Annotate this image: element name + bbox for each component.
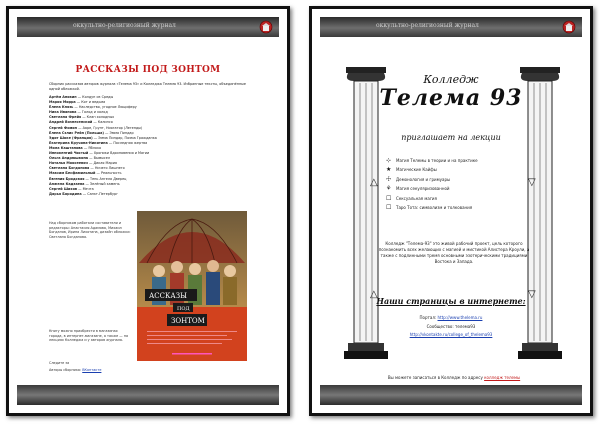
author-story: — Ааре, Грунт, Ниогатор (Легенды) xyxy=(78,125,143,130)
author-story: — Колдун из Среды xyxy=(77,95,114,99)
author-story: — Голод и холод xyxy=(77,110,108,115)
contact-portal-label: Портал: xyxy=(419,315,437,320)
contact-community-row xyxy=(352,324,550,329)
author-story: — Санкт-Петербург xyxy=(82,191,118,196)
community-name: телема93 xyxy=(454,324,476,329)
authors-list xyxy=(49,95,259,197)
lecture-title: Таро Тота: символизм и толкования xyxy=(396,205,473,211)
enroll-note xyxy=(372,375,536,381)
author-name: Сергей Фомин xyxy=(49,125,78,130)
author-name: Мария Мирра xyxy=(49,100,76,105)
lecture-title: Магические Кайфы xyxy=(396,167,437,173)
intro-paragraph: Сборник рассказов авторов журнала «Телема 93» и Колледжа Телема 93. Избранные тексты, объединённые одной обложкой. xyxy=(49,82,246,91)
author-story: — Ничего Лишнего xyxy=(90,166,125,171)
caption-link-row xyxy=(49,368,101,372)
thelema-title: Телема 93 xyxy=(379,85,523,111)
lecture-bullet-icon: ☩ xyxy=(386,175,392,183)
column-frame-icon xyxy=(342,67,564,367)
book-cover-image xyxy=(137,211,247,361)
author-story: — Мечта xyxy=(78,186,94,191)
fire-triangle-icon: △ xyxy=(370,177,378,188)
author-story: — Зелёный камень xyxy=(85,181,120,186)
author-name: Дарья Бородина xyxy=(49,191,82,196)
lecture-bullet-icon: ⊹ xyxy=(386,157,392,164)
portal-link[interactable]: http://www.thelema.ru xyxy=(437,315,483,320)
author-name: Елена Князь xyxy=(49,105,74,110)
lectures-list xyxy=(386,156,536,212)
publication-note: Над сборником работали составители и редакторы: Анастасия Адамова, Михаил Богданов, Ирина Лихотина, дизайн обложки: Светлана Богданова. xyxy=(49,221,131,239)
college-label: Колледж xyxy=(423,73,479,86)
caption-paragraph: Книгу можно приобрести в магазинах города, в интернет-магазине, а также — на лекциях Колледжа и у авторов журнала. xyxy=(49,329,129,343)
vk-college-link[interactable]: http://vkontakte.ru/college_of_thelema93 xyxy=(409,332,493,337)
lecture-title: Демонология и гримуары xyxy=(396,176,451,182)
lecture-bullet-icon: ☐ xyxy=(386,194,392,202)
author-name: Иннокентий Чистый xyxy=(49,151,89,156)
lecture-item xyxy=(386,203,536,212)
author-name: Сергей Шихов xyxy=(49,186,78,191)
lecture-item xyxy=(386,184,536,193)
contact-portal-row xyxy=(352,315,550,320)
author-story: — Последняя жертва xyxy=(108,140,148,145)
author-name: Светлана Фрейя xyxy=(49,115,82,120)
author-story: — Эмма Пиндар, Поэма Гражданка xyxy=(93,135,157,140)
contact-vk-row xyxy=(352,332,550,337)
author-name: Ника Иванова xyxy=(49,110,77,115)
lecture-title: Магия Телемы в теории и на практике xyxy=(396,158,478,163)
journal-logo-icon xyxy=(259,20,273,34)
author-name: Андрей Вознесенский xyxy=(49,120,93,125)
author-story: — Хроники Вдохновения и Магии xyxy=(89,151,150,156)
enroll-text: Вы можете записаться в Колледж по адресу xyxy=(387,375,485,380)
book-cover-word-3: ЗОНТОМ xyxy=(171,317,205,325)
author-name: Наталья Моисеевич xyxy=(49,161,88,166)
author-name: Максим Бесфамильный xyxy=(49,171,96,176)
journal-logo-icon xyxy=(562,20,576,34)
lecture-bullet-icon: ★ xyxy=(386,166,392,174)
caption-link-prefix: Авторы сборника: xyxy=(49,368,83,372)
enroll-link[interactable]: колледж телемы xyxy=(484,375,521,380)
contact-community-label: Сообщество: xyxy=(426,324,454,329)
lecture-item xyxy=(386,194,536,203)
lecture-title: Магия секуляризованной xyxy=(396,186,450,192)
author-name: Евгения Бродская xyxy=(49,176,85,181)
air-triangle-icon: △ xyxy=(370,289,378,300)
author-name: Анжела Кадзаева xyxy=(49,181,85,186)
right-footer-bar xyxy=(320,385,582,405)
author-story: — Дикая Мария xyxy=(88,161,117,166)
water-triangle-icon: ▽ xyxy=(528,177,536,188)
author-story: — Тень Ангела Дверец xyxy=(85,176,127,181)
author-name: Елена Сэлис Рейн (Польша) xyxy=(49,130,104,135)
left-footer-bar xyxy=(17,385,279,405)
author-line xyxy=(49,192,259,197)
page-title: РАССКАЗЫ ПОД ЗОНТОМ xyxy=(75,65,221,75)
invites-subtitle: приглашает на лекции xyxy=(401,133,501,142)
right-header-title: оккультно-религиозный журнал xyxy=(376,22,479,29)
book-cover-word-1: АССКАЗЫ xyxy=(149,292,187,300)
author-story: — Клан холодных xyxy=(82,115,115,120)
lecture-item xyxy=(386,156,536,165)
author-name: Артём Аникин xyxy=(49,95,77,99)
online-heading: Наши страницы в интернете: xyxy=(376,296,526,306)
author-name: Ольга Андрюшкина xyxy=(49,156,89,161)
vk-link[interactable]: ВКонтакте xyxy=(82,368,102,372)
right-header-bar xyxy=(320,17,582,37)
lecture-title: Сексуальная магия xyxy=(396,195,437,201)
earth-triangle-icon: ▽ xyxy=(528,289,536,300)
right-page xyxy=(309,6,593,416)
left-page xyxy=(6,6,290,416)
book-cover-word-2: ПОД xyxy=(177,306,190,312)
author-story: — Яблоко xyxy=(83,145,102,150)
author-story: — Кот и ведьма xyxy=(76,100,106,105)
author-story: — Наследство, угодное Люциферу xyxy=(74,105,137,110)
lecture-bullet-icon: ☐ xyxy=(386,204,392,212)
caption-sign: Следите за xyxy=(49,361,70,365)
author-story: — Калипсо xyxy=(93,120,113,125)
lecture-bullet-icon: ⚘ xyxy=(386,185,392,193)
lecture-item xyxy=(386,165,536,174)
author-name: Екатерина Кручина-Никитина xyxy=(49,140,108,145)
author-story: — Реальность xyxy=(96,171,122,176)
lecture-item xyxy=(386,175,536,184)
author-story: — Вымысел xyxy=(89,156,110,161)
author-name: Светлана Богданова xyxy=(49,166,90,171)
author-name: Мила Каштанова xyxy=(49,145,83,150)
left-header-bar xyxy=(17,17,279,37)
college-description: Колледж "Телема-93" это живой рабочий проект, цель которого познакомить всех желающих с магией и мистикой Алистера Кроули, а также с подлинными тремя основными эзотерическими традициями Востока и Запада. xyxy=(378,241,530,264)
author-name: Эдит Шоке (Франция) xyxy=(49,135,93,140)
author-story: — Эмма Пиндар xyxy=(105,130,134,135)
left-header-title: оккультно-религиозный журнал xyxy=(73,22,176,29)
